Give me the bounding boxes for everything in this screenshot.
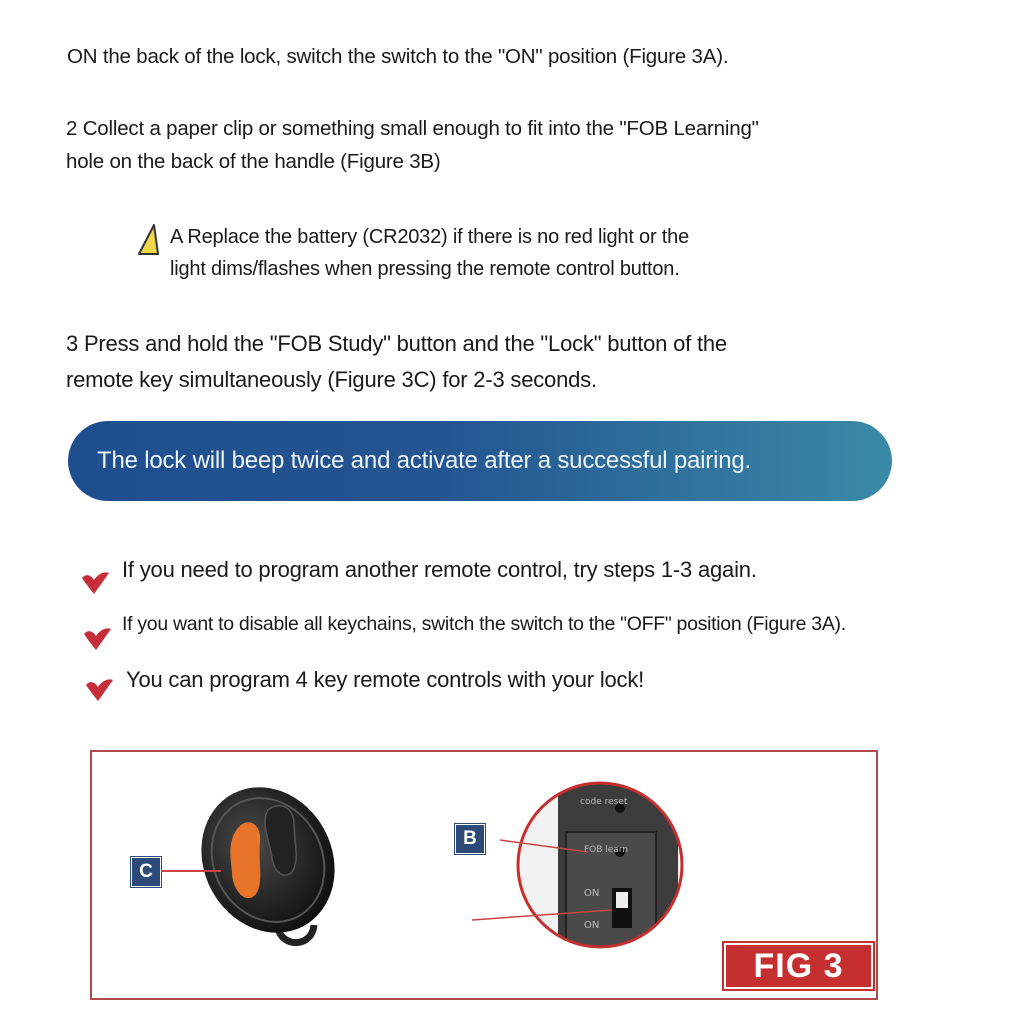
warning-line-2: light dims/flashes when pressing the remote control button. <box>170 258 680 280</box>
panel-label-code-reset: code reset <box>580 797 628 807</box>
key-fob-icon <box>190 780 350 950</box>
warning-triangle-icon <box>136 223 160 257</box>
check-heart-icon <box>84 677 114 703</box>
figure-tag: FIG 3 <box>724 943 873 989</box>
bullet-3-text: You can program 4 key remote controls with your lock! <box>126 667 645 692</box>
bullet-1-text: If you need to program another remote control, try steps 1-3 again. <box>122 557 757 582</box>
step-3-line-1: 3 Press and hold the "FOB Study" button and the "Lock" button of the <box>66 331 727 356</box>
step-3-line-2: remote key simultaneously (Figure 3C) for 2-3 seconds. <box>66 367 597 392</box>
panel-label-off: ON <box>584 920 600 931</box>
bullet-2-text: If you want to disable all keychains, switch the switch to the "OFF" position (Figure 3A). <box>122 613 846 635</box>
step-1-text: ON the back of the lock, switch the switch to the "ON" position (Figure 3A). <box>67 45 729 68</box>
warning-line-1: A Replace the battery (CR2032) if there is no red light or the <box>170 226 689 248</box>
label-c-pointer <box>161 870 221 872</box>
panel-label-fob-learn: FOB learn <box>584 845 629 855</box>
check-heart-icon <box>80 570 110 596</box>
label-b: B <box>455 824 485 854</box>
success-banner: The lock will beep twice and activate after a successful pairing. <box>68 421 892 501</box>
label-c: C <box>131 857 161 887</box>
check-heart-icon <box>82 626 112 652</box>
step-2-line-1: 2 Collect a paper clip or something small enough to fit into the "FOB Learning" <box>66 117 759 140</box>
step-2-line-2: hole on the back of the handle (Figure 3B) <box>66 150 441 173</box>
panel-label-on: ON <box>584 888 600 899</box>
lock-back-panel <box>470 760 710 970</box>
